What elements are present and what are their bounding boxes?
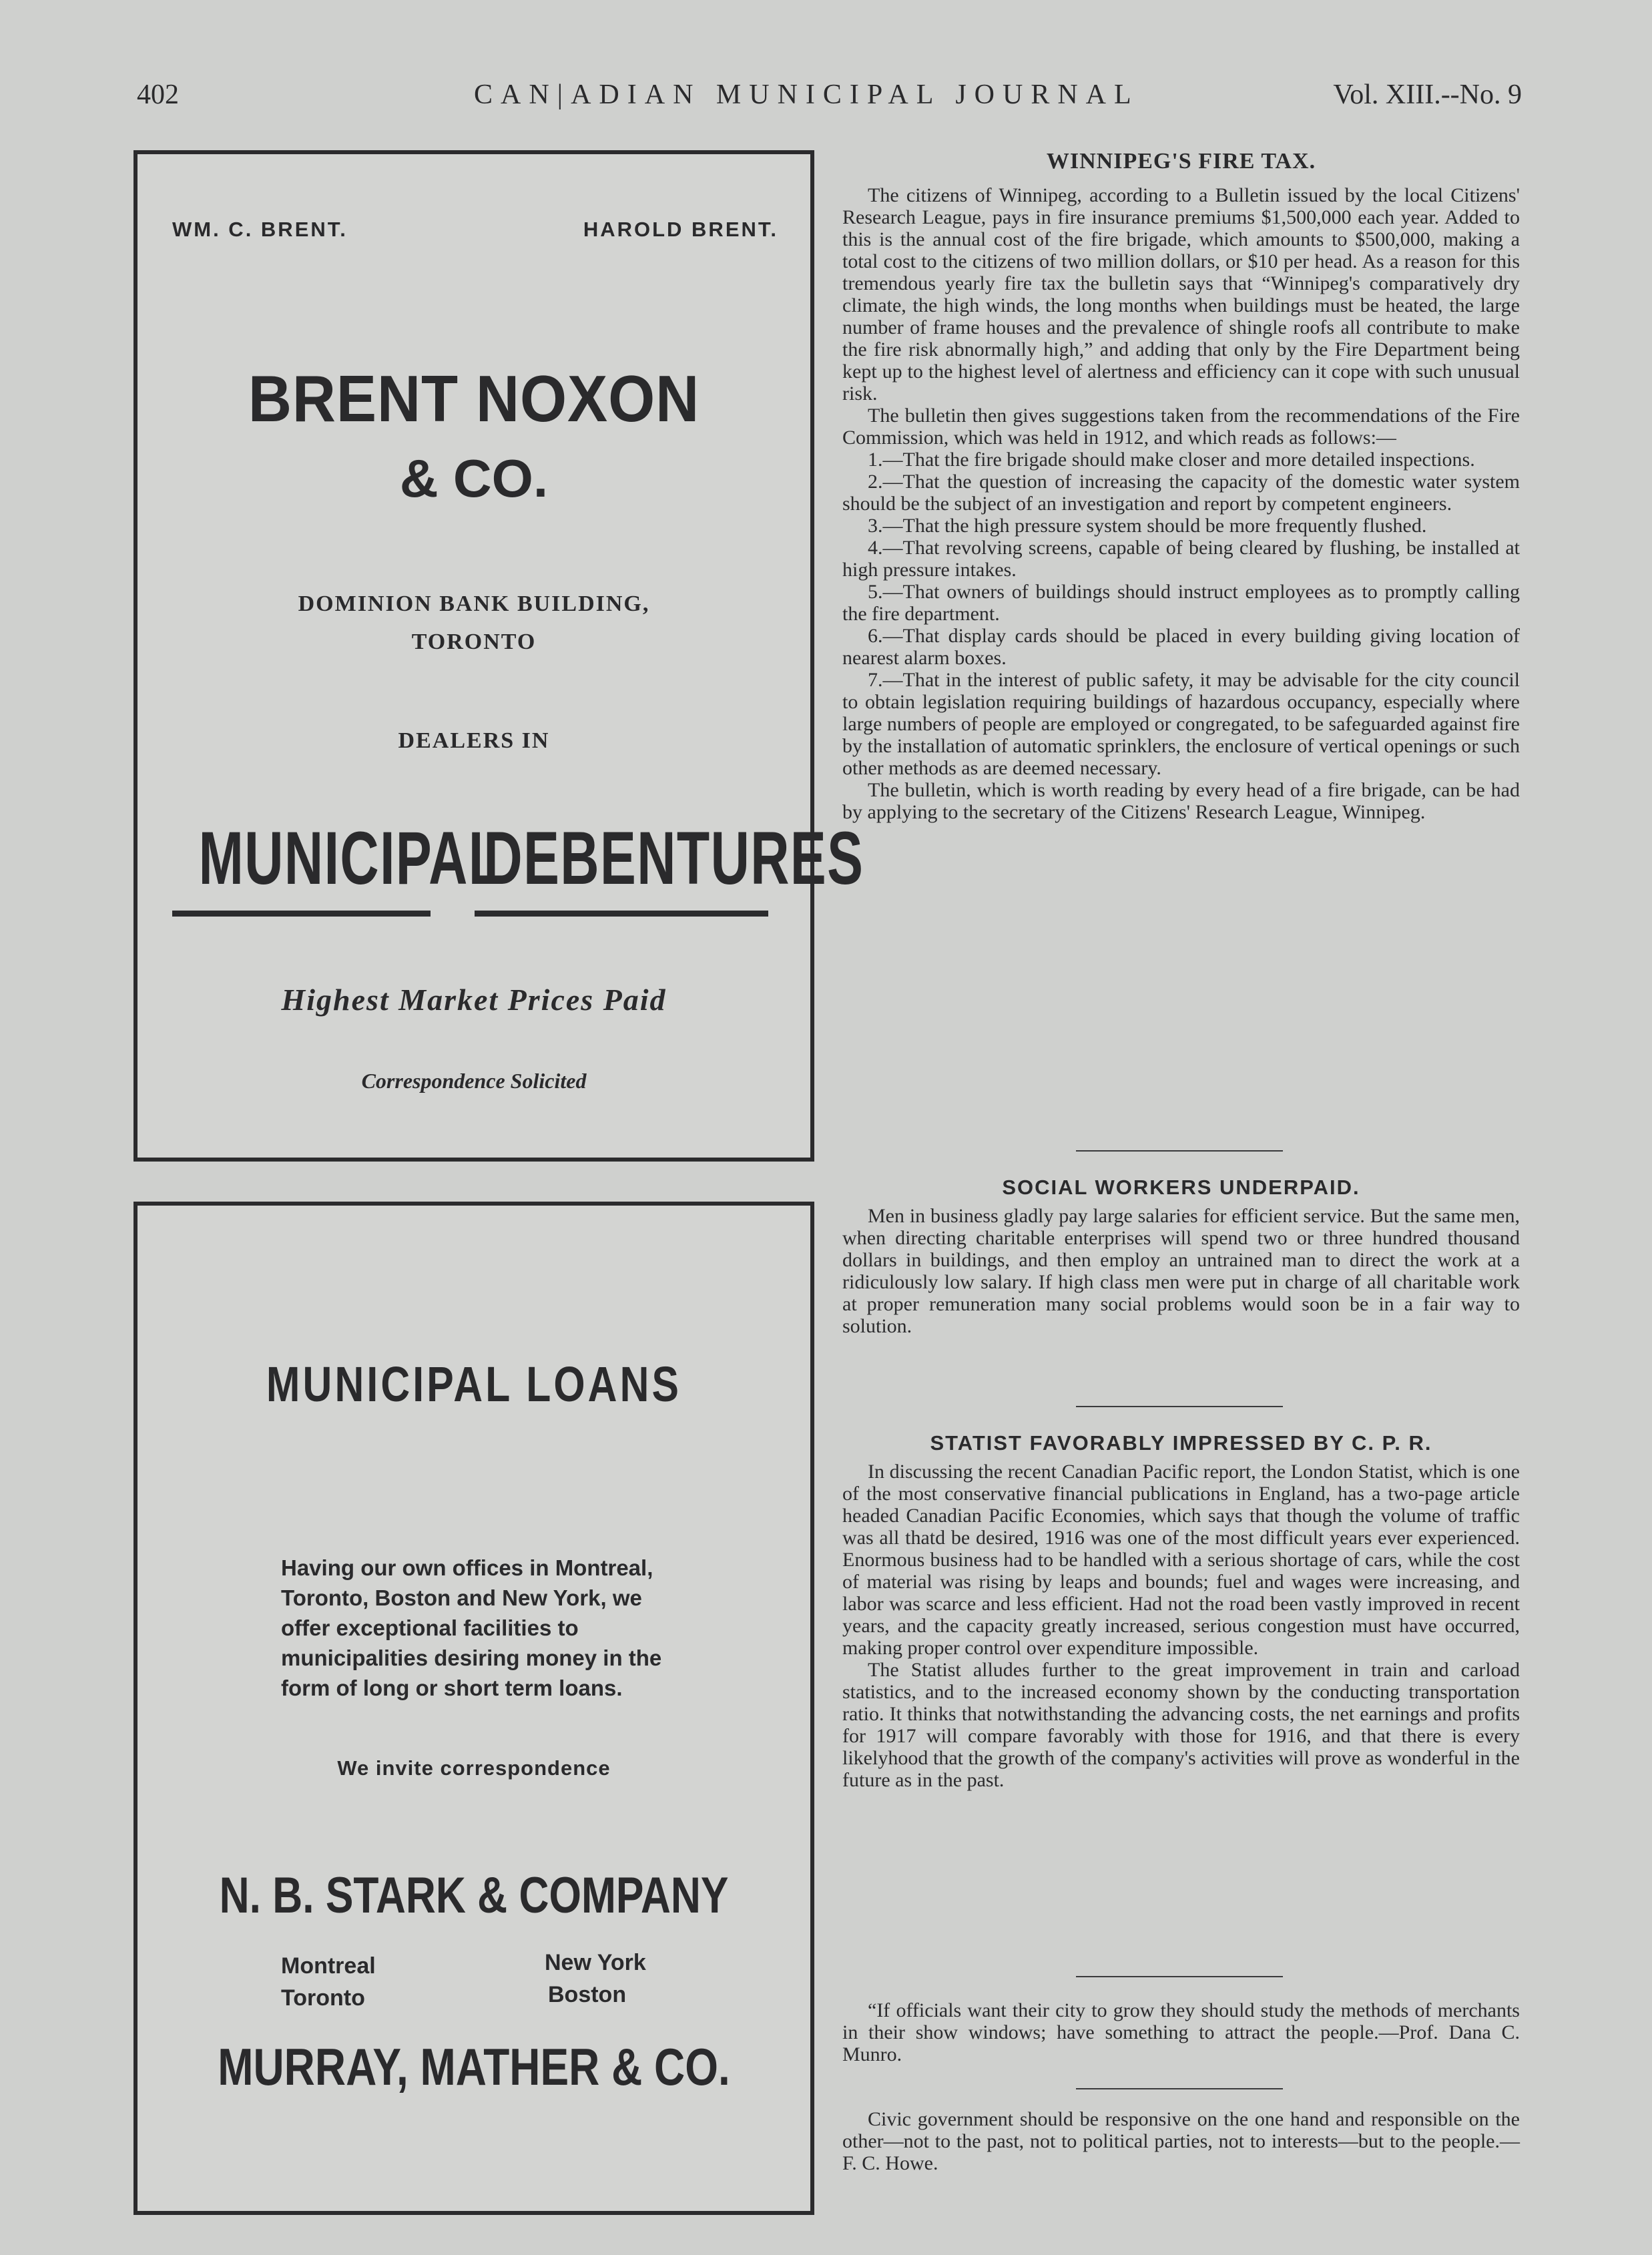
municipal-word: MUNICIPAL bbox=[198, 816, 503, 900]
municipal-underline bbox=[172, 911, 431, 917]
list-item: 6.—That display cards should be placed in every building giving location of nearest alarm boxes. bbox=[842, 625, 1520, 669]
quote-text: Civic government should be responsive on the one hand and responsible on the other—not to the past, not to political parties, not to interests—but to the people.—F. C. Howe. bbox=[842, 2108, 1520, 2174]
correspondence-note: Correspondence Solicited bbox=[361, 1069, 587, 1093]
list-item: 4.—That revolving screens, capable of being cleared by flushing, be installed at high pressure intakes. bbox=[842, 537, 1520, 581]
murray-firm-name: MURRAY, MATHER & CO. bbox=[218, 2037, 730, 2096]
address-line-1: DOMINION BANK BUILDING, bbox=[298, 591, 650, 616]
list-item: 7.—That in the interest of public safety, it may be advisable for the city council to obtain legislation requiring buildings of hazardous occupancy, especially where large numbers of people are employed or congregated, to be safeguarded against fire by the installation of automatic sprinklers, the enclosure of vertical openings or such other methods as are deemed necessary. bbox=[842, 669, 1520, 779]
section-divider bbox=[1076, 1976, 1283, 1977]
dealers-in-label: DEALERS IN bbox=[398, 728, 550, 753]
firm-name: BRENT NOXON bbox=[248, 362, 700, 435]
volume-number: Vol. XIII.--No. 9 bbox=[1333, 79, 1522, 110]
loans-description: Having our own offices in Montreal, Toronto, Boston and New York, we offer exceptional facilities to municipalities desiring money in the form of long or short term loans. bbox=[281, 1555, 662, 1700]
article-heading: SOCIAL WORKERS UNDERPAID. bbox=[1002, 1176, 1360, 1199]
quote-text: “If officials want their city to grow they should study the methods of merchants in their show windows; have something to attract the people.—Prof. Dana C. Munro. bbox=[842, 1999, 1520, 2065]
list-item: 2.—That the question of increasing the capacity of the domestic water system should be the subject of an investigation and report by competent engineers. bbox=[842, 471, 1520, 515]
article-paragraph: The citizens of Winnipeg, according to a Bulletin issued by the local Citizens' Research League, pays in fire insurance premiums $1,500,000 each year. Added to this is the annual cost of the fire brigade, which amounts to $500,000, making a total cost to the citizens of two million dollars, or $10 per head. As a reason for this tremendous yearly fire tax the bulletin says that “Winnipeg's comparatively dry climate, the high winds, the long months when buildings must be heated, the large number of frame houses and the prevalence of shingle roofs all contribute to make the fire risk abnormally high,” and adding that only by the Fire Department being kept up to the highest level of alertness and efficiency can it cope with such unusual risk. bbox=[842, 184, 1520, 405]
article-paragraph: In discussing the recent Canadian Pacific report, the London Statist, which is one of the most conservative financial publications in England, has a two-page article headed Canadian Pacific Economies, which says that though the volume of traffic was all thatd be desired, 1916 was one of the most difficult years ever experienced. Enormous business had to be handled with a serious shortage of cars, while the cost of material was rising by leaps and bounds; fuel and wages were increasing, and labor was scarce and less efficient. Had not the road been vastly improved in recent years, and the capacity greatly increased, serious congestion must have occurred, making proper control over expenditure impossible. bbox=[842, 1461, 1520, 1659]
firm-name-suffix: & CO. bbox=[399, 449, 549, 508]
loans-title: MUNICIPAL LOANS bbox=[266, 1356, 682, 1412]
article-paragraph: The Statist alludes further to the great improvement in train and carload statistics, and to the increased economy shown by the conducting transportation ratio. It thinks that notwithstanding the advancing costs, the net earnings and profits for 1917 will compare favorably with those for 1916, and that there is every likelyhood that the growth of the company's activities will prove as wonderful in the future as in the past. bbox=[842, 1659, 1520, 1791]
debentures-underline bbox=[475, 911, 768, 917]
city-montreal: Montreal bbox=[281, 1953, 376, 1979]
brent-noxon-advertisement bbox=[133, 150, 864, 1162]
invite-correspondence: We invite correspondence bbox=[337, 1756, 611, 1780]
running-head bbox=[137, 79, 1522, 119]
article-paragraph: The bulletin, which is worth reading by every head of a fire brigade, can be had by applying to the secretary of the Citizens' Research League, Winnipeg. bbox=[842, 779, 1520, 823]
section-divider bbox=[1076, 2088, 1283, 2089]
article-heading: STATIST FAVORABLY IMPRESSED BY C. P. R. bbox=[930, 1431, 1432, 1455]
quote-howe bbox=[842, 2108, 1520, 2174]
article-statist bbox=[842, 1432, 1520, 1791]
section-divider bbox=[1076, 1150, 1283, 1152]
quote-munro bbox=[842, 1999, 1520, 2065]
article-winnipeg-fire-tax bbox=[842, 150, 1520, 823]
partner-name-left: WM. C. BRENT. bbox=[172, 218, 348, 241]
address-line-2: TORONTO bbox=[411, 630, 537, 654]
article-heading: WINNIPEG'S FIRE TAX. bbox=[1046, 149, 1316, 174]
list-item: 3.—That the high pressure system should be more frequently flushed. bbox=[868, 515, 1427, 537]
article-social-workers bbox=[842, 1176, 1520, 1337]
partner-name-right: HAROLD BRENT. bbox=[583, 218, 778, 241]
article-paragraph: The bulletin then gives suggestions taken from the recommendations of the Fire Commission, which was held in 1912, and which reads as follows:— bbox=[842, 405, 1520, 449]
page-number: 402 bbox=[137, 79, 179, 110]
debentures-word: DEBENTURES bbox=[483, 816, 864, 900]
journal-title: CAN|ADIAN MUNICIPAL JOURNAL bbox=[474, 79, 1139, 110]
city-boston: Boston bbox=[548, 1982, 627, 2007]
list-item: 1.—That the fire brigade should make closer and more detailed inspections. bbox=[868, 449, 1475, 471]
section-divider bbox=[1076, 1406, 1283, 1407]
prices-slogan: Highest Market Prices Paid bbox=[281, 983, 667, 1017]
municipal-loans-advertisement bbox=[133, 1202, 814, 2215]
article-paragraph: Men in business gladly pay large salaries for efficient service. But the same men, when directing charitable enterprises will spend two or three hundred thousand dollars in buildings, and then employ an untrained man to direct the work at a ridiculously low salary. If high class men were put in charge of all charitable work at proper remuneration many social problems would soon be in a fair way to solution. bbox=[842, 1205, 1520, 1337]
stark-firm-name: N. B. STARK & COMPANY bbox=[219, 1867, 729, 1924]
list-item: 5.—That owners of buildings should instruct employees as to promptly calling the fire department. bbox=[842, 581, 1520, 625]
city-toronto: Toronto bbox=[281, 1985, 365, 2011]
city-new-york: New York bbox=[545, 1950, 646, 1975]
